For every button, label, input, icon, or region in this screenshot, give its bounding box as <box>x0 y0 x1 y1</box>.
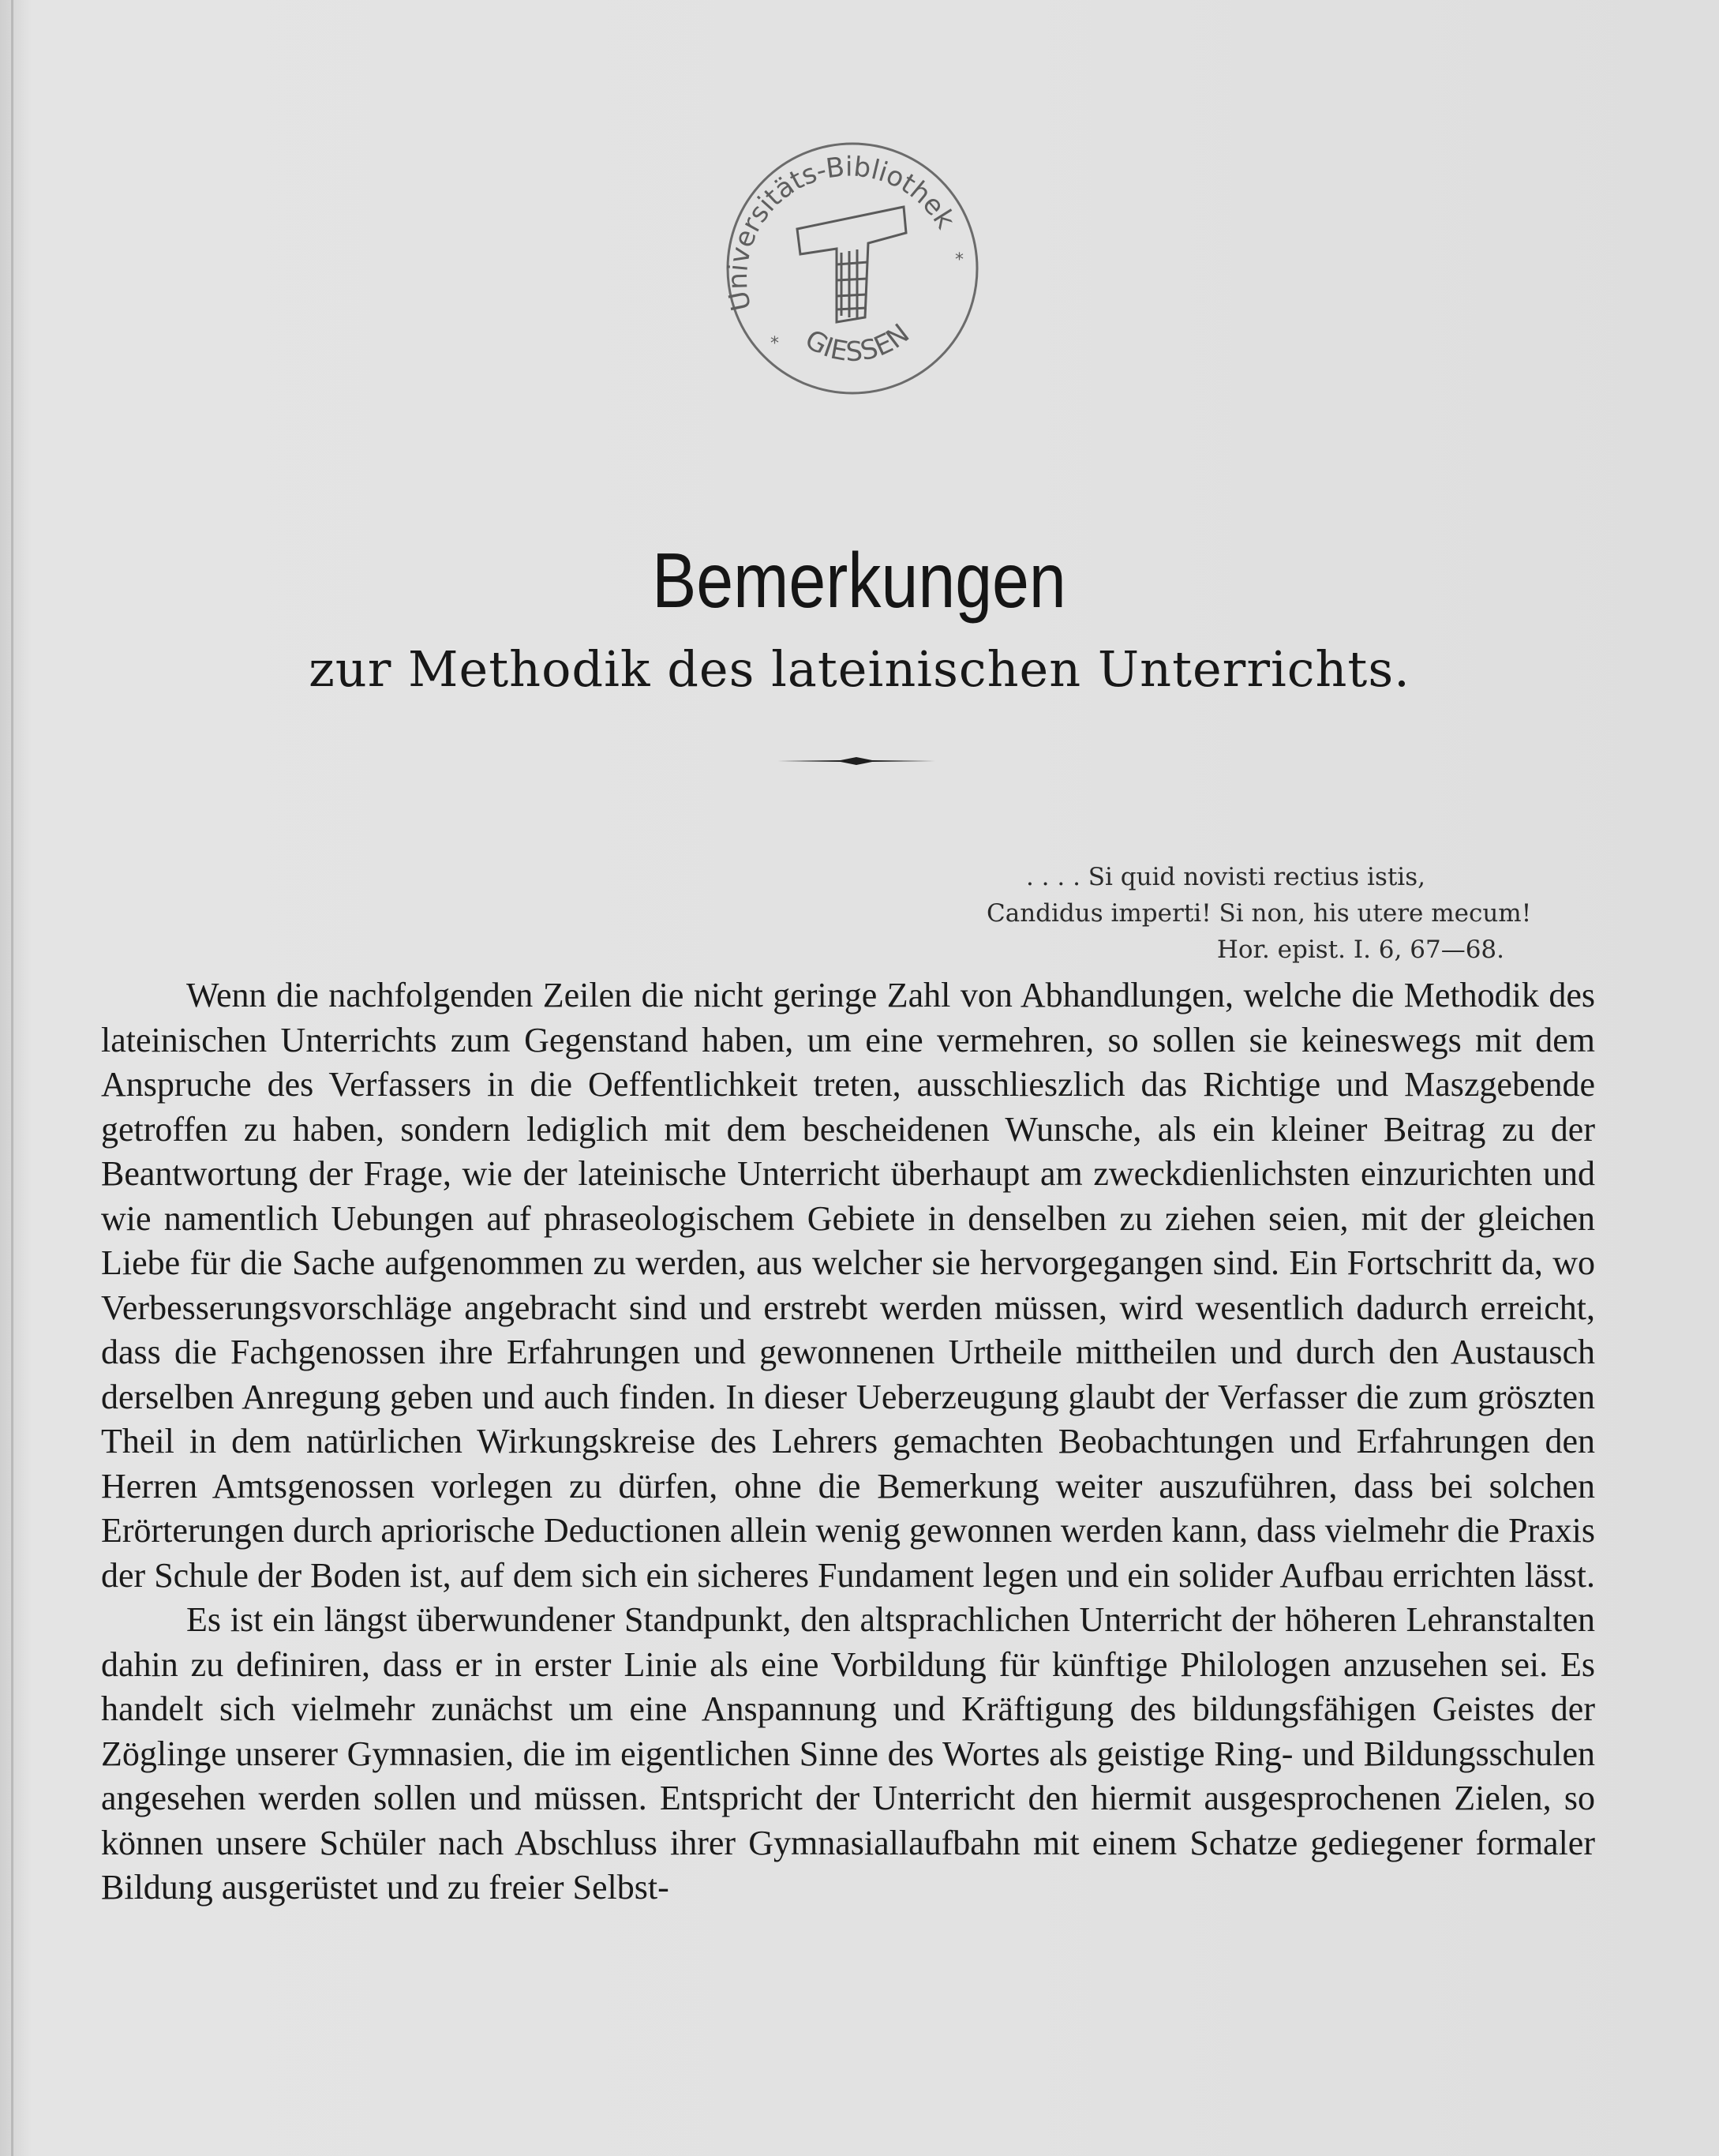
body-text <box>101 973 1595 1910</box>
epigraph-citation: Hor. epist. I. 6, 67—68. <box>1216 936 1504 964</box>
stamp-star-right-icon: * <box>955 250 964 270</box>
stamp-arc-text: Universitäts-Bibliothek <box>721 151 961 314</box>
stamp-tau-emblem <box>797 207 906 322</box>
ornamental-rule <box>777 756 935 766</box>
stamp-star-left-icon: * <box>770 334 779 354</box>
epigraph-line-1: . . . . Si quid novisti rectius istis, <box>1025 863 1425 891</box>
epigraph-line-2: Candidus imperti! Si non, his utere mecum! <box>987 899 1532 928</box>
page-title: Bemerkungen <box>652 537 1066 624</box>
page-edge-shadow <box>11 0 13 2156</box>
paragraph-1: Wenn die nachfolgenden Zeilen die nicht geringe Zahl von Abhandlungen, welche die Methodik des lateinischen Unterrichts zum Gegenstand haben, um eine vermehren, so sollen sie keineswegs mit dem Anspruche des Verfassers in die Oeffentlichkeit treten, ausschlieszlich das Richtige und Maszgebende getroffen zu haben, sondern lediglich mit dem bescheidenen Wunsche, als ein kleiner Beitrag zu der Beantwortung der Frage, wie der lateinische Unterricht überhaupt am zweckdienlichsten einzurichten und wie namentlich Uebungen auf phraseologischem Gebiete in denselben zu ziehen seien, mit der gleichen Liebe für die Sache aufgenommen zu werden, aus welcher sie hervorgegangen sind. Ein Fortschritt da, wo Verbesserungsvorschläge angebracht sind und erstrebt werden müssen, wird wesentlich dadurch erreicht, dass die Fachgenossen ihre Erfahrungen und gewonnenen Urtheile mittheilen und durch den Austausch derselben Anregung geben und auch finden. In dieser Ueberzeugung glaubt der Verfasser die zum gröszten Theil in dem natürlichen Wirkungskreise des Lehrers gemachten Beobachtungen und Erfahrungen den Herren Amtsgenossen vorlegen zu dürfen, ohne die Bemerkung weiter auszuführen, dass bei solchen Erörterungen durch apriorische Deductionen allein wenig gewonnen werden kann, dass vielmehr die Praxis der Schule der Boden ist, auf dem sich ein sicheres Fundament legen und ein solider Aufbau errichten lässt. <box>101 976 1595 1595</box>
paragraph-2: Es ist ein längst überwundener Standpunkt, den altsprachlichen Unterricht der höheren Lehranstalten dahin zu definiren, dass er in erster Linie als eine Vorbildung für künftige Philologen anzusehen sei. Es handelt sich vielmehr zunächst um eine Anspannung und Kräftigung des bildungsfähigen Geistes der Zöglinge unserer Gymnasien, die im eigentlichen Sinne des Wortes als geistige Ring- und Bildungsschulen angesehen werden sollen und müssen. Entspricht der Unterricht den hiermit ausgesprochenen Zielen, so können unsere Schüler nach Abschluss ihrer Gymnasiallaufbahn mit einem Schatze gediegener formaler Bildung ausgerüstet und zu freier Selbst- <box>101 1600 1595 1907</box>
epigraph <box>987 859 1532 968</box>
stamp-city-text: GIESSEN <box>800 317 916 368</box>
library-stamp <box>718 134 987 403</box>
page-subtitle: zur Methodik des lateinischen Unterrichts. <box>309 640 1410 698</box>
